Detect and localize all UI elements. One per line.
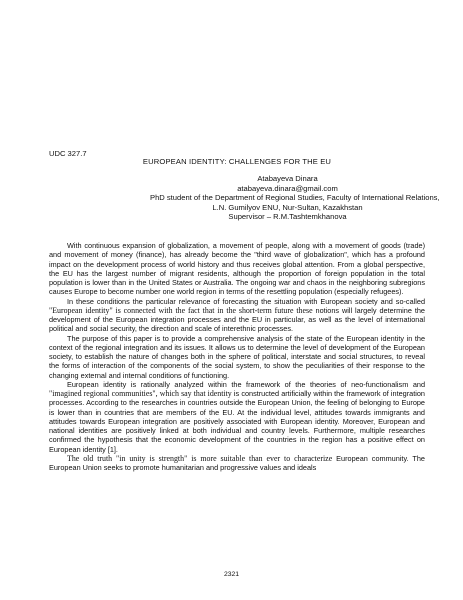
page-number: 2321 [223, 571, 240, 578]
author-email: atabayeva.dinara@gmail.com [237, 183, 338, 193]
paragraph-5-serif: The old truth "in unity is strength" is more suitable than ever to characterize [67, 453, 333, 463]
paper-title: EUROPEAN IDENTITY: CHALLENGES FOR THE EU [142, 157, 332, 166]
body-text [49, 241, 425, 472]
paragraph-4-start: European identity is rationally analyzed within the framework of the theories of neo-functionalism and [67, 379, 425, 389]
author-affiliation-line1: PhD student of the Department of Regional Studies, Faculty of International Relations, [150, 193, 440, 203]
author-affiliation-line2: L.N. Gumilyov ENU, Nur-Sultan, Kazakhstan [212, 202, 363, 212]
paragraph-4-end: is constructed artificially within the framework of integration processes. According to the researches in countries outside the European Union, the feeling of belonging to Europe is lower than in countries that are members of the EU. At the individual level, attitudes towards immigrants and attitudes towards European integration are positively associated with European identity. Moreover, European and national identities are positively linked at both individual and country levels. Furthermore, multiple researches confirmed the hypothesis that the economic development of the countries in the region has a positive effect on European identity [1]. [49, 389, 425, 454]
paragraph-2-serif: "European identity" is connected with the fact that in the short-term future these [49, 305, 313, 315]
paragraph-2-start: In these conditions the particular relevance of forecasting the situation with European society and so-called [67, 296, 425, 306]
author-supervisor: Supervisor – R.M.Tashtemkhanova [228, 212, 347, 222]
paragraph-4-serif: "imagined regional communities", which say that identity [49, 389, 232, 398]
paragraph-5-end: European community. The European Union seeks to promote humanitarian and progressive values and ideals [49, 453, 425, 472]
paragraph-2-end: notions will largely determine the development of the European integration processes and the EU in particular, as well as the level of international political and social security, the direction and scale of interethnic processes. [49, 305, 425, 334]
author-block [150, 174, 440, 222]
paragraph-4 [49, 380, 425, 454]
paragraph-5 [49, 454, 425, 473]
udc-code: UDC 327.7 [49, 149, 87, 158]
paragraph-1: With continuous expansion of globalization, a movement of people, along with a movement of goods (trade) and movement of money (finance), has already become the "third wave of globalization", which has a profound impact on the development process of world history and thus receives global attention. From a global perspective, the EU has the largest number of migrant residents, although the proportion of foreign population in the total population is lower than in the United States or Australia. The ongoing war and chaos in the neighboring subregions causes Europe to become number one world region in terms of the resettling population (especially refugees). [49, 241, 425, 297]
author-name: Atabayeva Dinara [257, 174, 318, 183]
paragraph-2 [49, 297, 425, 334]
paragraph-3: The purpose of this paper is to provide a comprehensive analysis of the state of the European identity in the context of the regional integration and its issues. It allows us to determine the level of development of the European society, to establish the nature of changes both in the sphere of political, interstate and social structures, to reveal the forms of interaction of the components of the social system, to show the peculiarities of their response to the changing external and internal conditions of functioning. [49, 333, 425, 380]
